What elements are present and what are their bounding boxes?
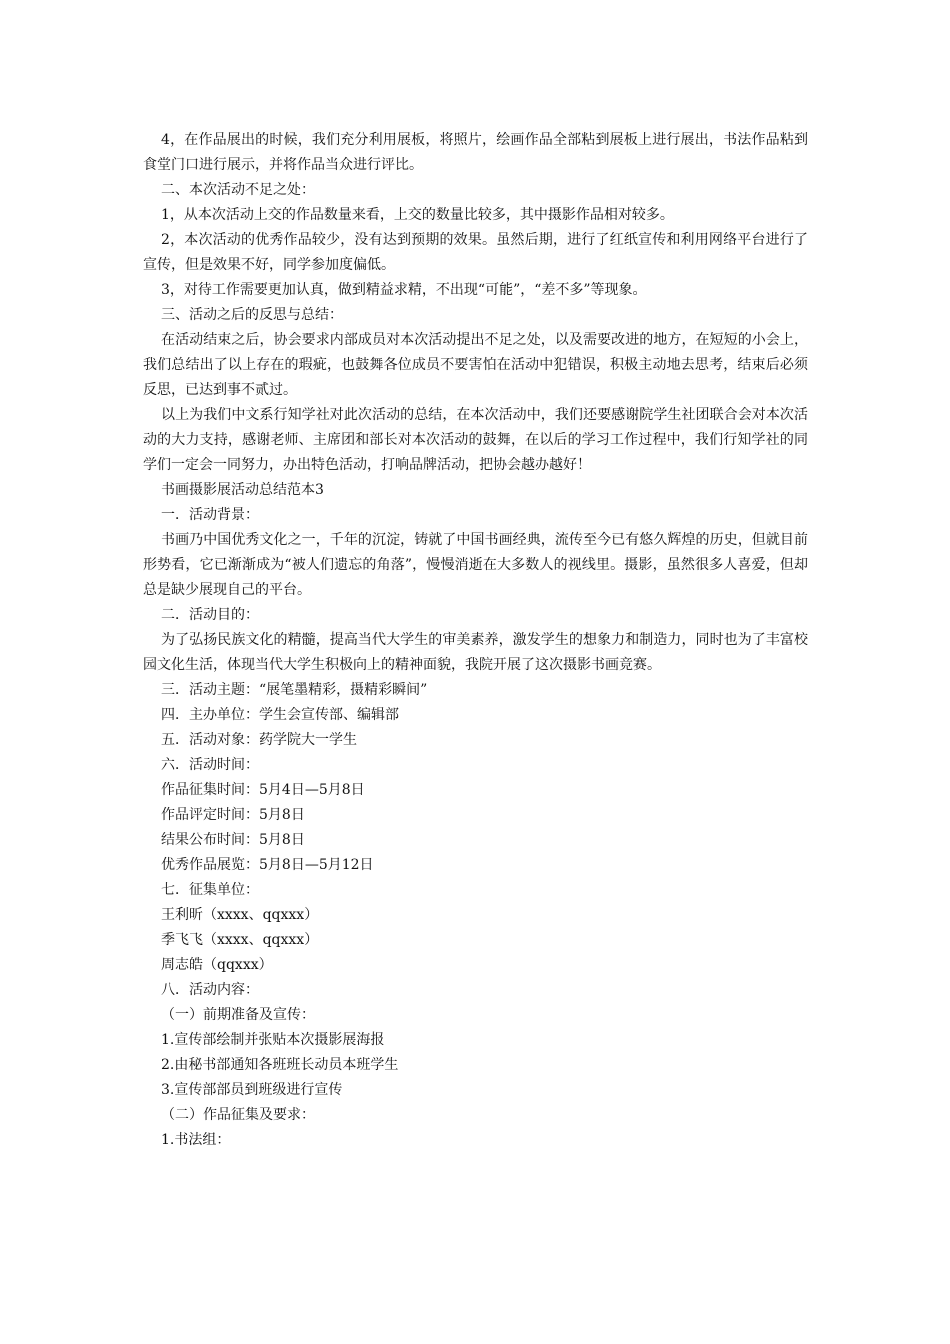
- paragraph: 一．活动背景：: [161, 507, 259, 523]
- paragraph: 六．活动时间：: [161, 757, 259, 773]
- paragraph: 2，本次活动的优秀作品较少，没有达到预期的效果。虽然后期，进行了红纸宣传和利用网络平台进行了宣传，但是效果不好，同学参加度偏低。: [143, 232, 808, 273]
- paragraph: 4，在作品展出的时候，我们充分利用展板，将照片，绘画作品全部粘到展板上进行展出，书法作品粘到食堂门口进行展示，并将作品当众进行评比。: [143, 132, 808, 173]
- paragraph: 三、活动之后的反思与总结：: [161, 307, 343, 323]
- paragraph: 结果公布时间：5月8日: [161, 832, 305, 848]
- paragraph: 1.宣传部绘制并张贴本次摄影展海报: [161, 1032, 385, 1048]
- paragraph: 在活动结束之后，协会要求内部成员对本次活动提出不足之处，以及需要改进的地方，在短短的小会上，我们总结出了以上存在的瑕疵，也鼓舞各位成员不要害怕在活动中犯错误，积极主动地去思考，结束后必须反思，已达到事不贰过。: [143, 332, 808, 398]
- paragraph: 书画乃中国优秀文化之一，千年的沉淀，铸就了中国书画经典，流传至今已有悠久辉煌的历史，但就目前形势看，它已渐渐成为“被人们遗忘的角落”，慢慢消逝在大多数人的视线里。摄影，虽然很多人喜爱，但却总是缺少展现自己的平台。: [143, 532, 808, 598]
- paragraph: 四．主办单位：学生会宣传部、编辑部: [161, 707, 399, 723]
- paragraph: 3，对待工作需要更加认真，做到精益求精，不出现“可能”，“差不多”等现象。: [161, 282, 647, 298]
- paragraph: 三．活动主题：“展笔墨精彩，摄精彩瞬间”: [161, 682, 428, 698]
- paragraph: 优秀作品展览：5月8日—5月12日: [161, 857, 374, 873]
- paragraph: 作品征集时间：5月4日—5月8日: [161, 782, 365, 798]
- document-page: [143, 128, 808, 1153]
- paragraph: 二、本次活动不足之处：: [161, 182, 315, 198]
- paragraph: 1.书法组：: [161, 1132, 231, 1148]
- paragraph: 周志皓（qqxxx）: [161, 957, 273, 973]
- paragraph: （二）作品征集及要求：: [161, 1107, 315, 1123]
- paragraph: （一）前期准备及宣传：: [161, 1007, 315, 1023]
- paragraph: 以上为我们中文系行知学社对此次活动的总结，在本次活动中，我们还要感谢院学生社团联合会对本次活动的大力支持，感谢老师、主席团和部长对本次活动的鼓舞，在以后的学习工作过程中，我们行知学社的同学们一定会一同努力，办出特色活动，打响品牌活动，把协会越办越好！: [143, 407, 808, 473]
- paragraph: 二．活动目的：: [161, 607, 259, 623]
- paragraph: 五．活动对象：药学院大一学生: [161, 732, 357, 748]
- paragraph: 为了弘扬民族文化的精髓，提高当代大学生的审美素养，激发学生的想象力和制造力，同时也为了丰富校园文化生活，体现当代大学生积极向上的精神面貌，我院开展了这次摄影书画竞赛。: [143, 632, 808, 673]
- paragraph: 书画摄影展活动总结范本3: [161, 482, 324, 498]
- paragraph: 八．活动内容：: [161, 982, 259, 998]
- paragraph: 3.宣传部部员到班级进行宣传: [161, 1082, 343, 1098]
- paragraph: 七．征集单位：: [161, 882, 259, 898]
- paragraph: 王利昕（xxxx、qqxxx）: [161, 907, 319, 923]
- paragraph: 2.由秘书部通知各班班长动员本班学生: [161, 1057, 399, 1073]
- paragraph: 作品评定时间：5月8日: [161, 807, 305, 823]
- paragraph: 1，从本次活动上交的作品数量来看，上交的数量比较多，其中摄影作品相对较多。: [161, 207, 674, 223]
- paragraph: 季飞飞（xxxx、qqxxx）: [161, 932, 319, 948]
